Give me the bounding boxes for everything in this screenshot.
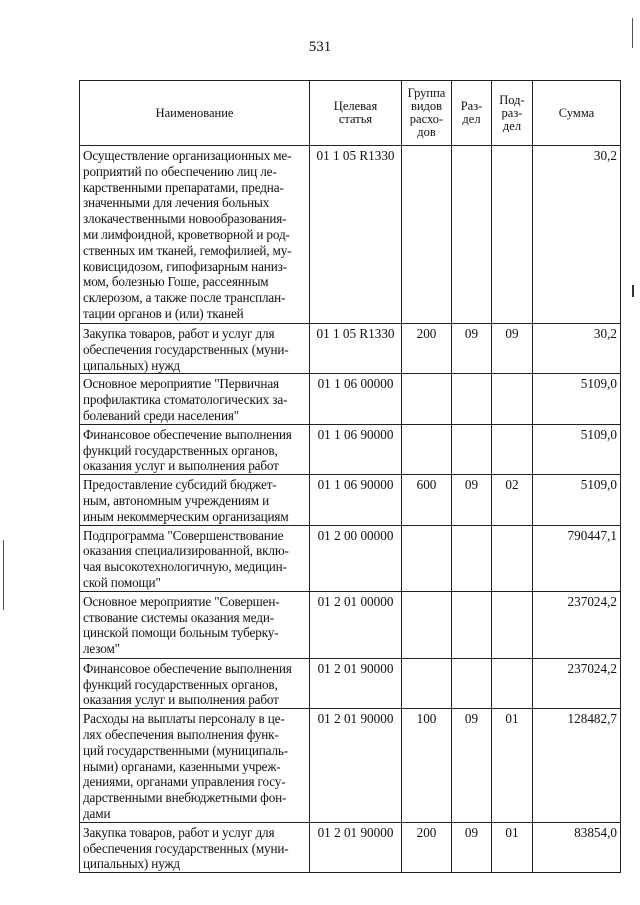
row-article: 01 1 06 00000 bbox=[310, 374, 402, 424]
header-sum: Сумма bbox=[533, 81, 621, 146]
row-name: Закупка товаров, работ и услуг для обеспечения государственных (муни- ципальных) нужд bbox=[80, 822, 310, 872]
row-section bbox=[452, 525, 492, 591]
table-row bbox=[80, 658, 621, 708]
row-sum: 128482,7 bbox=[533, 709, 621, 823]
table-row bbox=[80, 324, 621, 374]
row-name: Расходы на выплаты персоналу в це- лях обеспечения выполнения функ- ций государственными (муниципаль- ными) органами, казенными учреж- дениями, органами управления госу- дарственными внебюджетными фон- дами bbox=[80, 709, 310, 823]
row-subsection: 01 bbox=[492, 822, 533, 872]
scan-edge-mark bbox=[3, 540, 4, 610]
row-group bbox=[402, 424, 452, 474]
row-group: 200 bbox=[402, 822, 452, 872]
row-subsection bbox=[492, 424, 533, 474]
row-sum: 30,2 bbox=[533, 324, 621, 374]
table-row bbox=[80, 591, 621, 658]
table-row bbox=[80, 709, 621, 823]
row-section bbox=[452, 374, 492, 424]
row-sum: 790447,1 bbox=[533, 525, 621, 591]
row-subsection: 02 bbox=[492, 475, 533, 525]
row-name: Закупка товаров, работ и услуг для обеспечения государственных (муни- ципальных) нужд bbox=[80, 324, 310, 374]
row-group: 100 bbox=[402, 709, 452, 823]
scan-edge-mark bbox=[632, 285, 634, 297]
row-subsection bbox=[492, 525, 533, 591]
header-group: Группа видов расхо- дов bbox=[402, 81, 452, 146]
row-sum: 237024,2 bbox=[533, 591, 621, 658]
row-subsection bbox=[492, 591, 533, 658]
row-sum: 237024,2 bbox=[533, 658, 621, 708]
row-name: Подпрограмма "Совершенствование оказания специализированной, вклю- чая высокотехнологичную, медицин- ской помощи" bbox=[80, 525, 310, 591]
row-group: 200 bbox=[402, 324, 452, 374]
row-section bbox=[452, 424, 492, 474]
budget-table bbox=[79, 80, 621, 873]
row-article: 01 1 06 90000 bbox=[310, 424, 402, 474]
header-subsection: Под- раз- дел bbox=[492, 81, 533, 146]
row-section: 09 bbox=[452, 475, 492, 525]
row-article: 01 2 01 90000 bbox=[310, 658, 402, 708]
row-section: 09 bbox=[452, 709, 492, 823]
row-section: 09 bbox=[452, 822, 492, 872]
row-name: Осуществление организационных ме- роприятий по обеспечению лиц ле- карственными препаратами, предна- значенными для лечения больных злокачественными новообразования- ми лимфоидной, кроветворной и род- ственных им тканей, гемофилией, му- ковисцидозом, гипофизарным наниз- мом, болезнью Гоше, рассеянным склерозом, а также после трансплан- тации органов и (или) тканей bbox=[80, 146, 310, 324]
page-number: 531 bbox=[308, 39, 332, 55]
scan-edge-mark bbox=[632, 18, 633, 48]
row-section: 09 bbox=[452, 324, 492, 374]
row-section bbox=[452, 591, 492, 658]
table-header-row bbox=[80, 81, 621, 146]
row-sum: 30,2 bbox=[533, 146, 621, 324]
row-name: Основное мероприятие "Первичная профилактика стоматологических за- болеваний среди населения" bbox=[80, 374, 310, 424]
row-article: 01 1 06 90000 bbox=[310, 475, 402, 525]
row-article: 01 2 01 90000 bbox=[310, 709, 402, 823]
row-article: 01 1 05 R1330 bbox=[310, 146, 402, 324]
row-subsection: 01 bbox=[492, 709, 533, 823]
row-article: 01 2 01 90000 bbox=[310, 822, 402, 872]
row-sum: 5109,0 bbox=[533, 424, 621, 474]
row-subsection bbox=[492, 146, 533, 324]
row-sum: 83854,0 bbox=[533, 822, 621, 872]
row-name: Финансовое обеспечение выполнения функций государственных органов, оказания услуг и выполнения работ bbox=[80, 658, 310, 708]
table-row bbox=[80, 424, 621, 474]
row-group: 600 bbox=[402, 475, 452, 525]
header-article: Целевая статья bbox=[310, 81, 402, 146]
table-row bbox=[80, 374, 621, 424]
row-group bbox=[402, 525, 452, 591]
row-article: 01 1 05 R1330 bbox=[310, 324, 402, 374]
row-name: Предоставление субсидий бюджет- ным, автономным учреждениям и иным некоммерческим организациям bbox=[80, 475, 310, 525]
row-section bbox=[452, 658, 492, 708]
row-section bbox=[452, 146, 492, 324]
row-article: 01 2 01 00000 bbox=[310, 591, 402, 658]
header-section: Раз- дел bbox=[452, 81, 492, 146]
row-article: 01 2 00 00000 bbox=[310, 525, 402, 591]
row-name: Основное мероприятие "Совершен- ствование системы оказания меди- цинской помощи больным туберку- лезом" bbox=[80, 591, 310, 658]
table-row bbox=[80, 822, 621, 872]
row-name: Финансовое обеспечение выполнения функций государственных органов, оказания услуг и выполнения работ bbox=[80, 424, 310, 474]
row-group bbox=[402, 146, 452, 324]
row-subsection: 09 bbox=[492, 324, 533, 374]
row-sum: 5109,0 bbox=[533, 475, 621, 525]
header-name: Наименование bbox=[80, 81, 310, 146]
row-subsection bbox=[492, 374, 533, 424]
row-group bbox=[402, 591, 452, 658]
row-group bbox=[402, 374, 452, 424]
row-sum: 5109,0 bbox=[533, 374, 621, 424]
table-row bbox=[80, 146, 621, 324]
row-group bbox=[402, 658, 452, 708]
table-row bbox=[80, 475, 621, 525]
table-row bbox=[80, 525, 621, 591]
row-subsection bbox=[492, 658, 533, 708]
